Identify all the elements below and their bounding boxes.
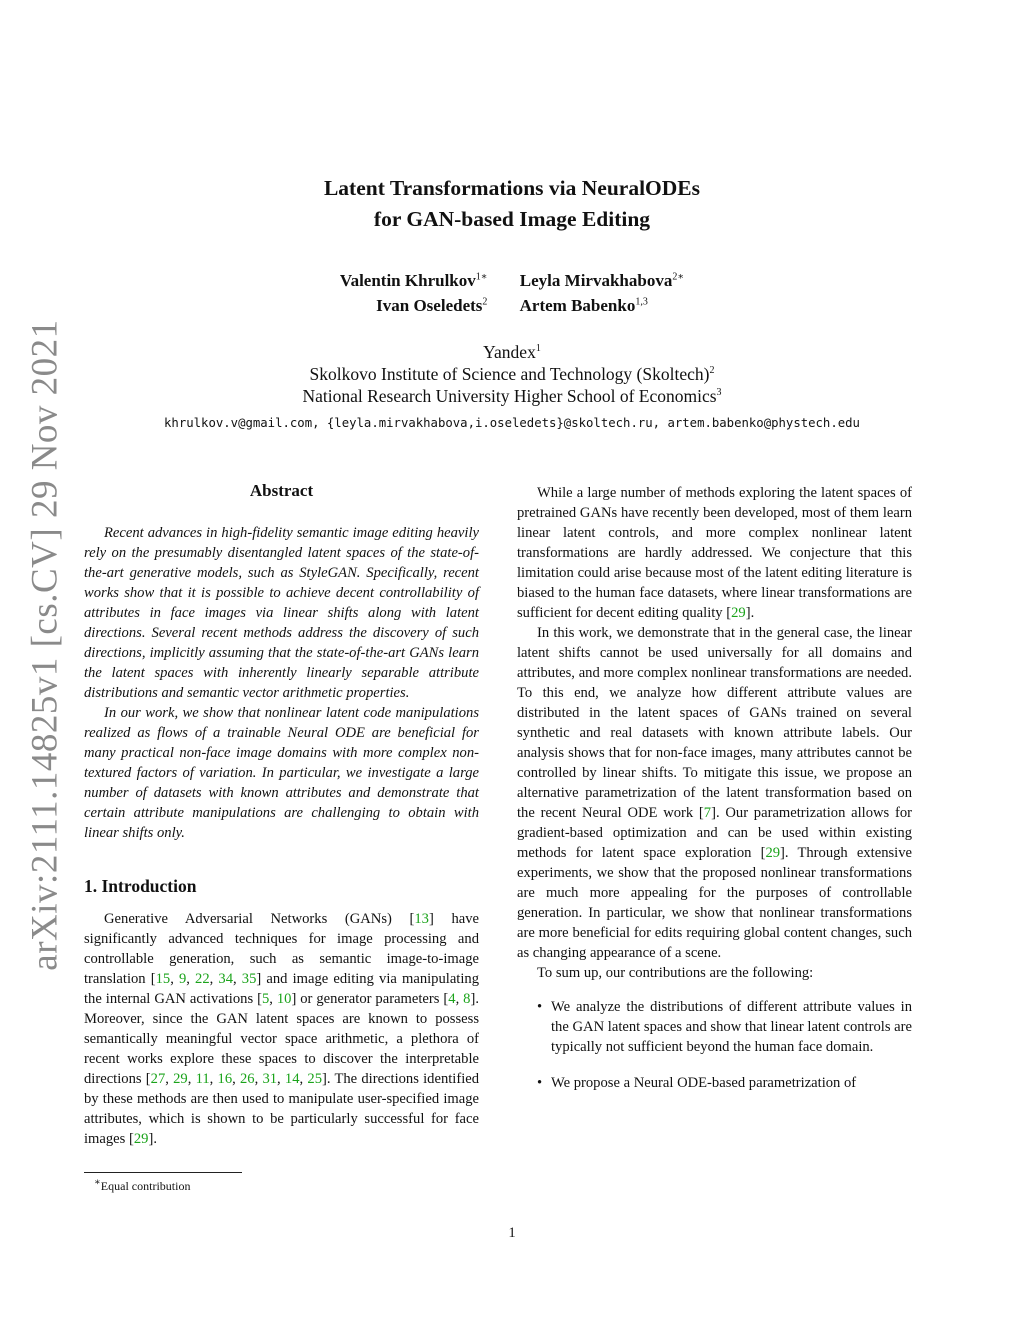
citation-link[interactable]: 16 [217, 1071, 233, 1087]
list-item-text: We analyze the distributions of different attribute values in the GAN latent spaces and show that linear latent controls are typically not sufficient beyond the human face domain. [551, 999, 912, 1055]
citation-link[interactable]: 29 [731, 605, 746, 621]
bullet-icon: • [537, 999, 543, 1015]
affiliation-list [0, 341, 1024, 407]
citation-link[interactable]: 22 [195, 971, 210, 987]
paper-title [0, 173, 1024, 235]
citation-link[interactable]: 25 [307, 1071, 322, 1087]
intro-paragraph-1: Generative Adversarial Networks (GANs) [13] have significantly advanced techniques for image processing and controllable generation, such as semantic image-to-image translation [15, 9, 22, 34, 35] and image editing via manipulating the internal GAN activations [5, 10] or generator parameters [4, 8]. Moreover, since the GAN latent spaces are known to possess semantically meaningful vector space arithmetic, a plethora of recent works explore these spaces to discover the interpretable directions [27, 29, 11, 16, 26, 31, 14, 25]. The directions identified by these methods are then used to manipulate user-specified image attributes, which is shown to be particularly successful for face images [29]. [84, 911, 480, 1147]
left-column [84, 480, 479, 1149]
author-list [0, 268, 1024, 318]
author-name: Artem Babenko [519, 296, 636, 315]
author-2 [520, 268, 684, 293]
affiliation-3 [0, 385, 1024, 407]
page-number: 1 [508, 1225, 516, 1241]
affiliation-name: National Research University Higher School of Economics [302, 386, 717, 406]
citation-link[interactable]: 26 [239, 1071, 255, 1087]
affiliation-1 [0, 341, 1024, 363]
affiliation-mark: 1 [535, 343, 541, 355]
author-affiliation-mark: 1,3 [635, 296, 648, 308]
title-line-2: for GAN-based Image Editing [373, 207, 651, 231]
citation-link[interactable]: 34 [218, 971, 234, 987]
citation-link[interactable]: 14 [284, 1071, 300, 1087]
author-1 [340, 268, 488, 293]
author-4 [520, 293, 648, 318]
arxiv-identifier-stamp: arXiv:2111.14825v1 [cs.CV] 29 Nov 2021 [24, 319, 66, 971]
author-affiliation-mark: 2 [482, 296, 488, 308]
citation-link[interactable]: 13 [414, 911, 429, 927]
affiliation-2 [0, 363, 1024, 385]
footnote [94, 1178, 190, 1194]
author-affiliation-mark: 1∗ [475, 271, 488, 283]
citation-link[interactable]: 9 [178, 971, 187, 987]
citation-link[interactable]: 29 [765, 845, 781, 861]
citation-link[interactable]: 10 [276, 991, 292, 1007]
intro-paragraph-4: To sum up, our contributions are the following: [537, 965, 814, 981]
citation-link[interactable]: 5 [261, 991, 270, 1007]
title-line-1: Latent Transformations via NeuralODEs [323, 176, 701, 200]
citation-link[interactable]: 4 [448, 991, 456, 1007]
citation-link[interactable]: 11 [195, 1071, 210, 1087]
author-emails: khrulkov.v@gmail.com, {leyla.mirvakhabova,i.oseledets}@skoltech.ru, artem.babenko@phystech.edu [164, 416, 860, 430]
introduction-heading: 1. Introduction [84, 876, 197, 896]
author-affiliation-mark: 2∗ [672, 271, 685, 283]
citation-link[interactable]: 29 [133, 1131, 149, 1147]
right-column [517, 483, 912, 1109]
author-name: Ivan Oseledets [376, 296, 483, 315]
citation-link[interactable]: 27 [150, 1071, 166, 1087]
author-name: Valentin Khrulkov [339, 271, 476, 290]
citation-link[interactable]: 31 [262, 1071, 278, 1087]
intro-paragraph-3: In this work, we demonstrate that in the general case, the linear latent shifts cannot be used universally for all domains and attributes, and more complex nonlinear transformations are needed. To this end, we analyze how different attribute values are distributed in the latent spaces of GANs trained on several synthetic and real datasets with known attribute labels. Our analysis shows that for non-face images, many attributes cannot be controlled by linear shifts. To mitigate this issue, we propose an alternative parametrization of the latent transformation based on the recent Neural ODE work [7]. Our parametrization allows for gradient-based optimization and can be used within existing methods for latent space exploration [29]. Through extensive experiments, we show that the proposed nonlinear transformations are much more appealing for the purposes of controllable generation. In particular, we show that nonlinear transformations are more beneficial for edits requiring global content changes, such as changing appearance of a scene. [517, 625, 913, 961]
list-item [537, 997, 912, 1057]
citation-link[interactable]: 15 [155, 971, 171, 987]
abstract-heading: Abstract [249, 481, 314, 500]
list-item [537, 1073, 912, 1093]
list-item-text: We propose a Neural ODE-based parametrization of [551, 1075, 857, 1091]
abstract-paragraph-2: In our work, we show that nonlinear latent code manipulations realized as flows of a trainable Neural ODE are beneficial for many practical non-face image domains with more complex non-textured factors of variation. In particular, we investigate a large number of datasets with known attributes and demonstrate that certain attribute manipulations are challenging to obtain with linear shifts only. [84, 705, 479, 841]
footnote-text: Equal contribution [100, 1179, 191, 1193]
footnote-rule [84, 1172, 242, 1173]
affiliation-name: Skolkovo Institute of Science and Technology (Skoltech) [309, 364, 710, 384]
abstract-section [84, 480, 479, 843]
abstract-paragraph-1: Recent advances in high-fidelity semantic image editing heavily rely on the presumably disentangled latent spaces of the state-of-the-art generative models, such as StyleGAN. Specifically, recent works show that it is possible to achieve decent controllability of attributes in face images via linear shifts along with latent directions. Several recent methods address the discovery of such directions, implicitly assuming that the state-of-the-art GANs learn the latent spaces with inherently linearly separable attribute distributions and semantic vector arithmetic properties. [84, 525, 479, 701]
citation-link[interactable]: 8 [463, 991, 471, 1007]
intro-paragraph-2: While a large number of methods exploring the latent spaces of pretrained GANs have recently been developed, most of them learn linear latent controls, and more complex nonlinear latent transformations are hardly addressed. We conjecture that this limitation could arise because most of the latent editing literature is biased to the human face datasets, where linear transformations are sufficient for decent editing quality [29]. [517, 485, 912, 621]
affiliation-mark: 2 [709, 365, 715, 377]
citation-link[interactable]: 7 [703, 805, 712, 821]
author-name: Leyla Mirvakhabova [519, 271, 673, 290]
bullet-icon: • [537, 1075, 543, 1091]
footnote-mark: ∗ [94, 1177, 101, 1188]
citation-link[interactable]: 29 [173, 1071, 188, 1087]
affiliation-mark: 3 [716, 387, 722, 399]
citation-link[interactable]: 35 [241, 971, 257, 987]
author-3 [376, 293, 487, 318]
contributions-list [517, 997, 912, 1093]
affiliation-name: Yandex [483, 342, 536, 362]
